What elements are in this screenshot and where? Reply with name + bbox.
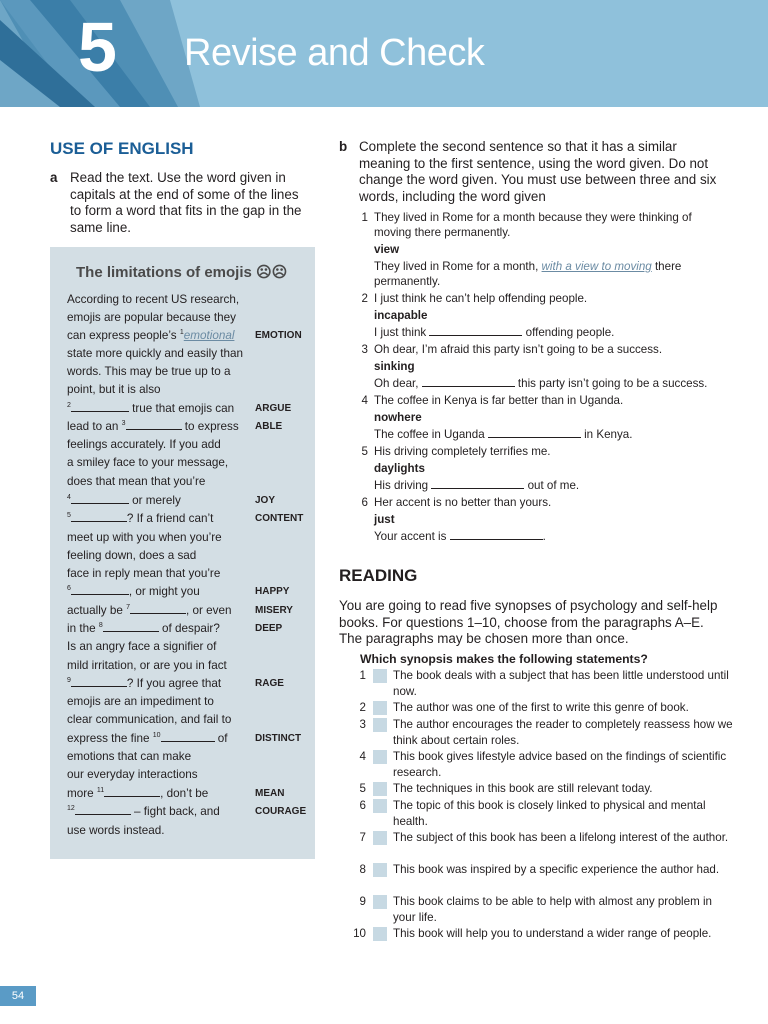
item-answer: Your accent is .: [374, 530, 546, 543]
part-b-letter: b: [339, 139, 348, 154]
text-line: words. This may be true up to a: [67, 365, 231, 378]
keyword: EMOTION: [255, 330, 302, 341]
item-answer: I just think offending people.: [374, 326, 615, 339]
item-sentence: I just think he can’t help offending people.: [374, 292, 588, 305]
part-b-instruction-line: words, including the word given: [359, 188, 546, 204]
unit-title: Revise and Check: [184, 32, 485, 74]
keyword: RAGE: [255, 678, 284, 689]
keyword: CONTENT: [255, 513, 304, 524]
text-line: feelings accurately. If you add: [67, 438, 221, 451]
keyword: MISERY: [255, 605, 293, 616]
keyword: ABLE: [255, 421, 283, 432]
question-number: 1: [359, 669, 366, 682]
keyword: HAPPY: [255, 586, 290, 597]
item-keyword: incapable: [374, 309, 428, 322]
gap-11[interactable]: [104, 787, 160, 797]
gap-9[interactable]: [71, 677, 127, 687]
text-line: express the fine $^{10}$ of: [67, 732, 228, 745]
page-number: 54: [0, 986, 36, 1006]
text-line: emojis are an impediment to: [67, 695, 214, 708]
unit-number: 5: [78, 8, 117, 86]
answer-blank[interactable]: [488, 428, 581, 438]
part-a-instruction-line: Read the text. Use the word given in: [70, 170, 286, 185]
text-line: $^2$ true that emojis can: [67, 402, 235, 415]
question-text: The author encourages the reader to completely reassess how we think about certain roles.: [393, 718, 733, 747]
keyword: ARGUE: [255, 403, 292, 414]
answer-box[interactable]: [373, 782, 387, 796]
text-line: According to recent US research,: [67, 293, 240, 306]
text-line: lead to an $^3$ to express: [67, 420, 239, 433]
question-text: The author was one of the first to write this genre of book.: [393, 701, 689, 714]
part-b-instruction-line: change the word given. You must use between three and six: [359, 172, 717, 187]
item-sentence: His driving completely terrifies me.: [374, 445, 551, 458]
text-line: meet up with you when you’re: [67, 531, 222, 544]
question-number: 10: [353, 927, 366, 940]
gap-2[interactable]: [71, 402, 129, 412]
item-sentence: The coffee in Kenya is far better than in Uganda.: [374, 394, 624, 407]
answer-blank[interactable]: [429, 326, 522, 336]
item-number: 3: [361, 343, 368, 356]
item-keyword: view: [374, 243, 400, 256]
keyword: DEEP: [255, 623, 283, 634]
emoji-text-box: [50, 247, 315, 859]
question-text: The subject of this book has been a lifelong interest of the author.: [393, 831, 729, 844]
part-a-instruction: [50, 170, 320, 240]
item-sentence: Oh dear, I’m afraid this party isn’t going to be a success.: [374, 343, 663, 356]
item-keyword: daylights: [374, 462, 425, 475]
question-number: 5: [359, 782, 366, 795]
text-line: use words instead.: [67, 824, 165, 837]
example-answer: with a view to moving: [541, 260, 652, 273]
answer-box[interactable]: [373, 750, 387, 764]
reading-intro: [339, 598, 739, 648]
item-number: 5: [361, 445, 368, 458]
example-answer: emotional: [183, 329, 235, 342]
item-number: 2: [361, 292, 368, 305]
item-answer: The coffee in Uganda in Kenya.: [374, 428, 633, 441]
text-line: $^6$ , or might you: [67, 585, 200, 598]
question-number: 2: [359, 701, 366, 714]
question-number: 7: [359, 831, 366, 844]
part-b-instruction-line: Complete the second sentence so that it has a similar: [359, 139, 677, 154]
item-answer: Oh dear, this party isn’t going to be a success.: [374, 377, 708, 390]
text-line: Is an angry face a signifier of: [67, 640, 217, 653]
answer-blank[interactable]: [450, 530, 543, 540]
gap-12[interactable]: [75, 805, 131, 815]
text-line: in the $^8$ of despair?: [67, 622, 220, 635]
text-line: clear communication, and fail to: [67, 713, 232, 726]
reading-heading: READING: [339, 566, 418, 585]
item-sentence: moving there permanently.: [374, 226, 511, 239]
item-sentence: Her accent is no better than yours.: [374, 496, 552, 509]
item-answer: They lived in Rome for a month, with a view to moving there: [374, 260, 682, 273]
question-text: This book gives lifestyle advice based on the findings of scientific research.: [393, 750, 727, 779]
question-text: This book will help you to understand a wider range of people.: [393, 927, 712, 940]
question-text: The techniques in this book are still relevant today.: [393, 782, 653, 795]
item-keyword: sinking: [374, 360, 415, 373]
text-line: more $^{11}$ , don’t be: [67, 787, 209, 800]
gap-8[interactable]: [103, 622, 159, 632]
keyword: COURAGE: [255, 806, 307, 817]
answer-blank[interactable]: [431, 479, 524, 489]
text-line: $^4$ or merely: [67, 494, 181, 507]
answer-box[interactable]: [373, 895, 387, 909]
gap-4[interactable]: [71, 494, 129, 504]
text-line: actually be $^7$ , or even: [67, 604, 232, 617]
item-answer: permanently.: [374, 275, 441, 288]
gap-7[interactable]: [130, 604, 186, 614]
part-a-letter: a: [50, 170, 58, 185]
text-line: feeling down, does a sad: [67, 549, 197, 562]
gap-3[interactable]: [126, 420, 182, 430]
question-number: 8: [359, 863, 366, 876]
use-of-english-heading: USE OF ENGLISH: [50, 139, 194, 158]
gap-5[interactable]: [71, 512, 127, 522]
answer-blank[interactable]: [422, 377, 515, 387]
reading-intro-line: The paragraphs may be chosen more than once.: [339, 631, 629, 646]
question-heading: Which synopsis makes the following statements?: [360, 652, 648, 666]
reading-intro-line: books. For questions 1–10, choose from the paragraphs A–E.: [339, 614, 704, 630]
keyword: DISTINCT: [255, 733, 302, 744]
text-line: $^9$ ? If you agree that: [67, 677, 222, 690]
text-line: point, but it is also: [67, 383, 161, 396]
item-number: 6: [361, 496, 368, 509]
question-number: 9: [359, 895, 366, 908]
part-a-instruction-line: capitals at the end of some of the lines: [70, 186, 299, 202]
part-b-instruction: [359, 139, 729, 205]
answer-box[interactable]: [373, 701, 387, 715]
text-line: can express people’s $^1$emotional: [67, 329, 235, 342]
answer-box[interactable]: [373, 718, 387, 732]
part-b-instruction-line: meaning to the first sentence, using the word given. Do not: [359, 155, 709, 171]
item-number: 1: [361, 211, 368, 224]
answer-box[interactable]: [373, 927, 387, 941]
question-number: 4: [359, 750, 366, 763]
item-number: 4: [361, 394, 368, 407]
question-text: The topic of this book is closely linked to physical and mental health.: [393, 799, 706, 828]
keyword: JOY: [255, 495, 276, 506]
answer-box[interactable]: [373, 863, 387, 877]
answer-box[interactable]: [373, 831, 387, 845]
text-line: $^{12}$ – fight back, and: [67, 805, 220, 818]
unit-header: [0, 0, 768, 107]
text-line: our everyday interactions: [67, 768, 198, 781]
reading-intro-line: You are going to read five synopses of psychology and self-help: [339, 598, 718, 613]
keyword: MEAN: [255, 788, 285, 799]
item-sentence: They lived in Rome for a month because they were thinking of: [374, 211, 692, 224]
text-line: mild irritation, or are you in fact: [67, 659, 227, 672]
text-line: state more quickly and easily than: [67, 347, 244, 360]
gap-6[interactable]: [71, 585, 129, 595]
text-line: does that mean that you’re: [67, 475, 206, 488]
text-line: emotions that can make: [67, 750, 192, 763]
question-number: 6: [359, 799, 366, 812]
part-a-instruction-line: same line.: [70, 219, 132, 235]
text-line: a smiley face to your message,: [67, 456, 229, 469]
question-text: This book claims to be able to help with almost any problem in your life.: [393, 895, 712, 924]
item-keyword: nowhere: [374, 411, 422, 424]
answer-box[interactable]: [373, 799, 387, 813]
text-box-title: The limitations of emojis ☹☹: [76, 264, 288, 281]
gap-10[interactable]: [161, 732, 215, 742]
text-line: emojis are popular because they: [67, 311, 236, 324]
answer-box[interactable]: [373, 669, 387, 683]
question-number: 3: [359, 718, 366, 731]
text-line: face in reply mean that you’re: [67, 567, 221, 580]
question-text: The book deals with a subject that has been little understood until now.: [393, 669, 729, 698]
item-keyword: just: [374, 513, 395, 526]
text-line: $^5$ ? If a friend can’t: [67, 512, 214, 525]
part-a-instruction-line: to form a word that fits in the gap in the: [70, 203, 302, 218]
item-answer: His driving out of me.: [374, 479, 580, 492]
question-text: This book was inspired by a specific experience the author had.: [393, 863, 720, 876]
